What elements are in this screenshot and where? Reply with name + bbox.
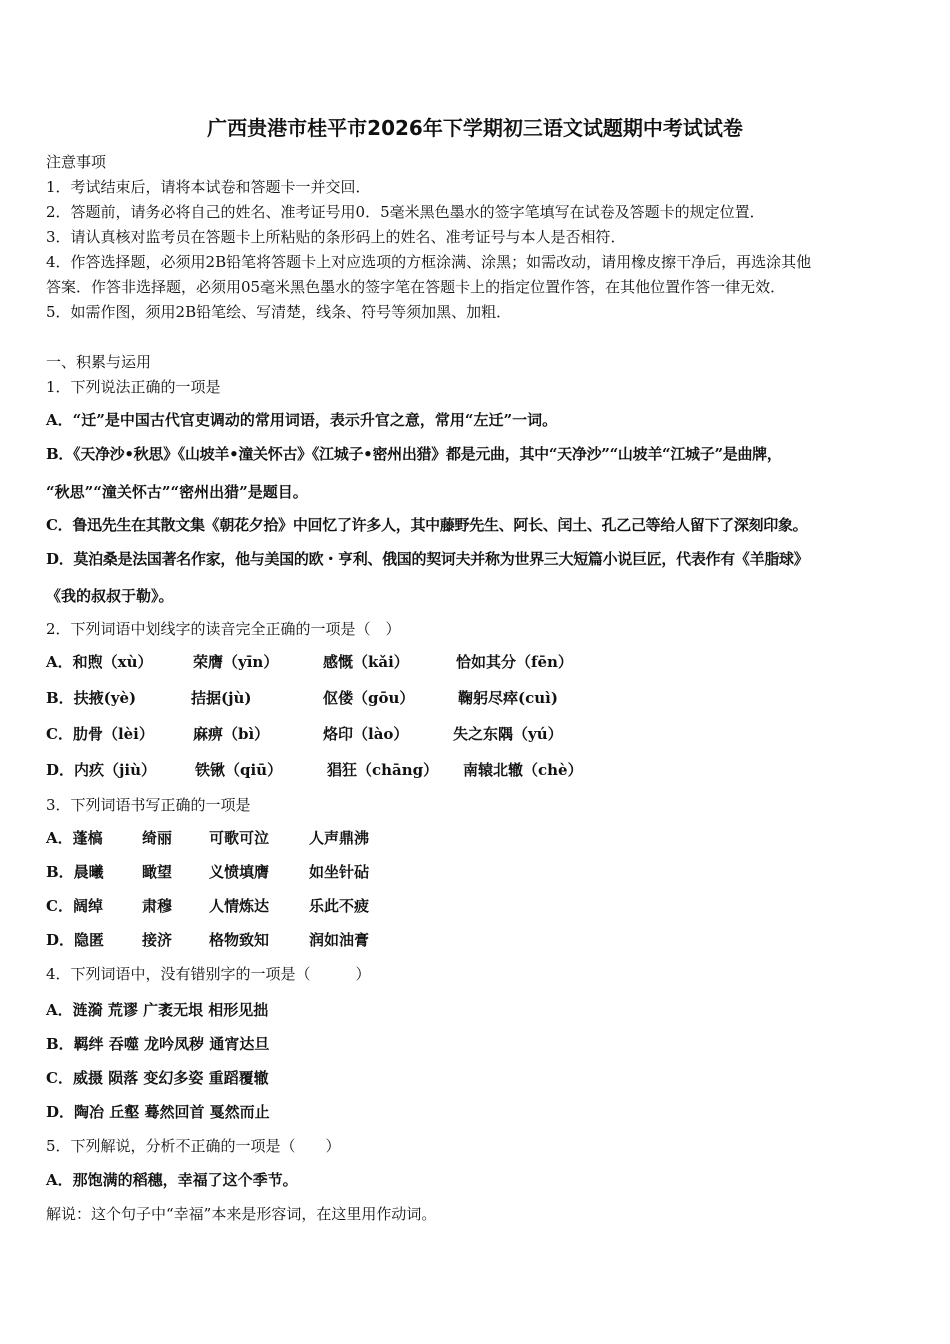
q2-a-4: 恰如其分（fēn）: [456, 653, 573, 671]
q3-b-3: 义愤填膺: [209, 863, 270, 881]
q4-option-b: B．羁绊 吞噬 龙吟凤秽 通宵达旦: [46, 1035, 270, 1053]
q3-c-2: 肃穆: [142, 897, 173, 915]
q3-stem: 3．下列词语书写正确的一项是: [46, 796, 251, 814]
q1-option-d: D．莫泊桑是法国著名作家，他与美国的欧・亨利、俄国的契诃夫并称为世界三大短篇小说巨匠，代表作有《羊脂球》: [46, 550, 809, 568]
q3-c-3: 人情炼达: [209, 897, 270, 915]
q3-c-4: 乐此不疲: [309, 897, 370, 915]
q3-d-1: D．隐匿: [46, 931, 105, 949]
q2-d-2: 铁锹（qiū）: [195, 761, 283, 779]
q2-a-2: 荣膺（yīn）: [193, 653, 279, 671]
q3-b-4: 如坐针砧: [309, 863, 370, 881]
notice-item-1: 1．考试结束后，请将本试卷和答题卡一并交回．: [46, 178, 371, 196]
q2-c-2: 麻痹（bì）: [193, 725, 270, 743]
q2-a-1: A．和煦（xù）: [46, 653, 153, 671]
q2-b-2: 拮据(jù): [191, 689, 252, 707]
q5-analysis: 解说：这个句子中“幸福”本来是形容词，在这里用作动词。: [46, 1205, 437, 1223]
q5-stem: 5．下列解说，分析不正确的一项是（ ）: [46, 1137, 341, 1155]
q2-b-1: B．扶掖(yè): [46, 689, 137, 707]
notice-item-4: 4．作答选择题，必须用2B铅笔将答题卡上对应选项的方框涂满、涂黑；如需改动，请用橡皮擦干净后，再选涂其他: [46, 253, 812, 271]
q4-option-d: D．陶冶 丘壑 蓦然回首 戛然而止: [46, 1103, 270, 1121]
q4-option-a: A．涟漪 荒谬 广袤无垠 相形见拙: [46, 1001, 269, 1019]
q2-b-4: 鞠躬尽瘁(cuì): [458, 689, 558, 707]
q3-d-4: 润如油膏: [309, 931, 370, 949]
notice-heading: 注意事项: [46, 153, 107, 171]
q3-c-1: C．阔绰: [46, 897, 103, 915]
notice-item-3: 3．请认真核对监考员在答题卡上所粘贴的条形码上的姓名、准考证号与本人是否相符．: [46, 228, 626, 246]
q2-stem: 2．下列词语中划线字的读音完全正确的一项是（ ）: [46, 620, 401, 638]
q1-option-a: A．“迁”是中国古代官吏调动的常用词语，表示升官之意，常用“左迁”一词。: [46, 411, 558, 429]
q1-option-c: C．鲁迅先生在其散文集《朝花夕拾》中回忆了许多人，其中藤野先生、阿长、闰土、孔乙己等给人留下了深刻印象。: [46, 516, 808, 534]
q1-option-d-cont: 《我的叔叔于勒》。: [46, 587, 174, 605]
q1-option-b: B．《天净沙•秋思》《山坡羊•潼关怀古》《江城子•密州出猎》都是元曲，其中“天净沙”“山坡羊“江城子”是曲牌，: [46, 445, 782, 463]
q2-d-3: 猖狂（chāng）: [327, 761, 439, 779]
q4-stem: 4．下列词语中，没有错别字的一项是（ ）: [46, 965, 371, 983]
q4-option-c: C．威摄 陨落 变幻多姿 重蹈覆辙: [46, 1069, 269, 1087]
notice-item-5: 5．如需作图，须用2B铅笔绘、写清楚，线条、符号等须加黑、加粗．: [46, 303, 512, 321]
section-heading: 一、积累与运用: [46, 353, 152, 371]
q2-c-4: 失之东隅（yú）: [453, 725, 563, 743]
q5-option-a: A．那饱满的稻穗，幸福了这个季节。: [46, 1171, 298, 1189]
q3-b-2: 瞰望: [142, 863, 173, 881]
q2-c-3: 烙印（lào）: [323, 725, 409, 743]
q3-a-2: 绮丽: [142, 829, 173, 847]
notice-item-4-cont: 答案．作答非选择题，必须用05毫米黑色墨水的签字笔在答题卡上的指定位置作答，在其他位置作答一律无效．: [46, 278, 786, 296]
q3-a-4: 人声鼎沸: [309, 829, 370, 847]
page-title: 广西贵港市桂平市2026年下学期初三语文试题期中考试试卷: [207, 116, 743, 140]
notice-item-2: 2．答题前，请务必将自己的姓名、准考证号用0．5毫米黑色墨水的签字笔填写在试卷及答题卡的规定位置．: [46, 203, 765, 221]
q2-d-1: D．内疚（jiù）: [46, 761, 157, 779]
q2-c-1: C．肋骨（lèi）: [46, 725, 154, 743]
q3-d-3: 格物致知: [209, 931, 270, 949]
q2-d-4: 南辕北辙（chè）: [463, 761, 583, 779]
q3-a-3: 可歌可泣: [209, 829, 270, 847]
q3-d-2: 接济: [142, 931, 173, 949]
q1-option-b-cont: “秋思”“潼关怀古”“密州出猎”是题目。: [46, 483, 308, 501]
q1-stem: 1．下列说法正确的一项是: [46, 378, 221, 396]
q3-a-1: A．蓬槁: [46, 829, 103, 847]
q2-a-3: 感慨（kǎi）: [323, 653, 409, 671]
q2-b-3: 伛偻（gōu）: [323, 689, 415, 707]
q3-b-1: B．晨曦: [46, 863, 104, 881]
